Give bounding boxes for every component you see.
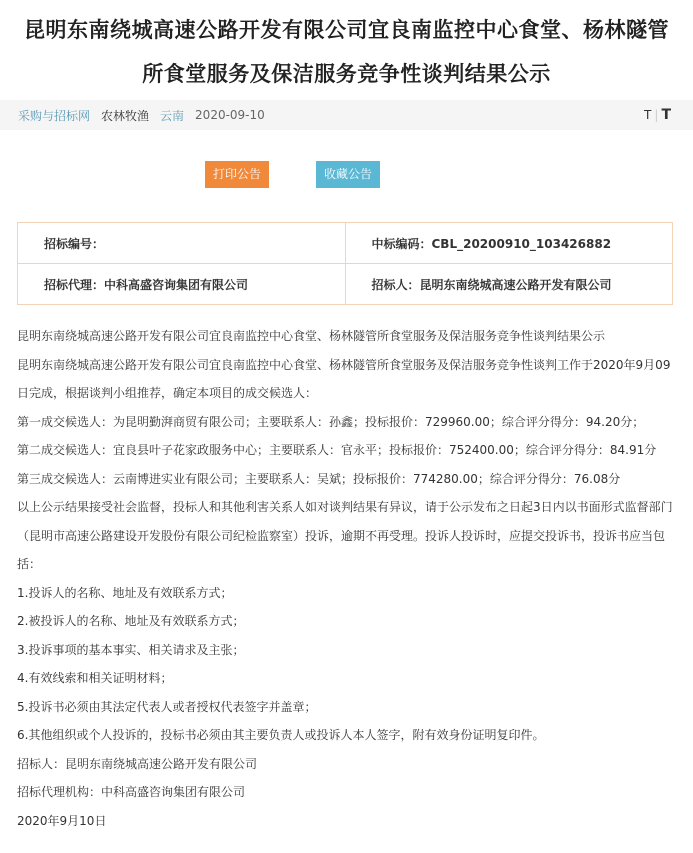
body-paragraph: 2020年9月10日 [17,813,107,828]
announcement-body [17,322,677,835]
tenderer-cell: 招标人：昆明东南绕城高速公路开发有限公司 [345,264,673,305]
info-row [18,223,673,264]
meta-bar [0,100,693,130]
source-link[interactable]: 采购与招标网 [18,108,91,123]
body-paragraph: 1.投诉人的名称、地址及有效联系方式； [17,585,233,600]
region-link[interactable]: 云南 [160,108,185,123]
body-paragraph: 2.被投诉人的名称、地址及有效联系方式； [17,614,245,628]
favorite-button[interactable]: 收藏公告 [316,161,380,188]
print-button[interactable]: 打印公告 [205,161,269,188]
category-label: 农林牧渔 [101,108,150,123]
body-paragraph: 5.投诉书必须由其法定代表人或者授权代表签字并盖章； [17,699,317,714]
body-paragraph: 昆明东南绕城高速公路开发有限公司宜良南监控中心食堂、杨林隧管所食堂服务及保洁服务竞争性谈判工作于2020年9月09日完成，根据谈判小组推荐，确定本项目的成交候选人： [17,357,671,400]
info-row [18,264,673,305]
body-paragraph: 招标代理机构：中科高盛咨询集团有限公司 [17,785,246,799]
body-paragraph: 昆明东南绕城高速公路开发有限公司宜良南监控中心食堂、杨林隧管所食堂服务及保洁服务竞争性谈判结果公示 [17,329,606,343]
body-paragraph: 第二成交候选人：宜良县叶子花家政服务中心；主要联系人：官永平；投标报价：752400.00；综合评分得分：84.91分 [17,443,657,457]
font-small-button[interactable]: T [644,108,652,122]
body-paragraph: 3.投诉事项的基本事实、相关请求及主张； [17,642,245,657]
body-paragraph: 招标人：昆明东南绕城高速公路开发有限公司 [17,756,258,771]
body-paragraph: 4.有效线索和相关证明材料； [17,671,173,685]
info-table [17,222,673,305]
win-code-cell: 中标编码：CBL_20200910_103426882 [345,223,673,264]
font-size-divider: | [654,108,659,122]
publish-date: 2020-09-10 [195,108,265,122]
body-paragraph: 第三成交候选人：云南博进实业有限公司；主要联系人：吴斌；投标报价：774280.00；综合评分得分：76.08分 [17,471,621,486]
body-paragraph: 以上公示结果接受社会监督，投标人和其他利害关系人如对谈判结果有异议，请于公示发布之日起3日内以书面形式监督部门（昆明市高速公路建设开发股份有限公司纪检监察室）投诉，逾期不再受理。投诉人投诉时，应提交投诉书，投诉书应当包括： [17,500,673,571]
font-large-button[interactable]: T [661,107,671,123]
body-paragraph: 第一成交候选人：为昆明勤湃商贸有限公司；主要联系人：孙鑫；投标报价：729960.00；综合评分得分：94.20分； [17,414,645,429]
agent-cell: 招标代理：中科高盛咨询集团有限公司 [18,264,346,305]
font-size-controls [644,107,671,123]
page-title: 昆明东南绕城高速公路开发有限公司宜良南监控中心食堂、杨林隧管所食堂服务及保洁服务竞争性谈判结果公示 [24,18,669,86]
body-paragraph: 6.其他组织或个人投诉的，投标书必须由其主要负责人或投诉人本人签字，附有效身份证明复印件。 [17,728,545,742]
bid-number-cell: 招标编号： [18,223,346,264]
